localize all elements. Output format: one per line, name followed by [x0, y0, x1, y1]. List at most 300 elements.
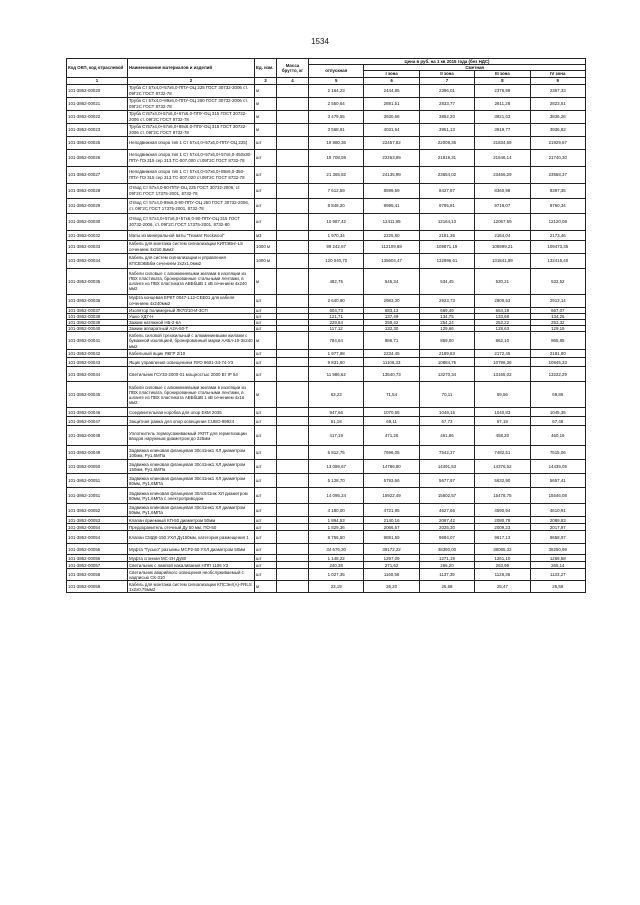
row-price-zone-2: 9694,07 [419, 531, 474, 544]
row-code: 101-3862-00041 [67, 332, 128, 350]
column-numbers-row [67, 77, 586, 84]
table-row [67, 213, 586, 230]
table-body [67, 84, 586, 593]
row-price-release: 9 831,60 [309, 358, 364, 367]
table-row [67, 268, 586, 294]
row-price-zone-4: 2173,46 [530, 230, 585, 240]
row-price-zone-2: 70,11 [419, 382, 474, 408]
table-row [67, 460, 586, 474]
row-price-zone-1: 12411,95 [364, 213, 419, 230]
row-price-zone-1: 471,28 [364, 426, 419, 446]
table-row [67, 294, 586, 307]
row-price-release: 1 977,98 [309, 350, 364, 358]
row-unit: шт [255, 488, 277, 504]
row-price-zone-2: 5677,97 [419, 474, 474, 488]
row-code: 101-3862-00028 [67, 183, 128, 198]
row-code: 101-3862-00051 [67, 474, 128, 488]
row-unit: шт [255, 213, 277, 230]
row-unit: м [255, 581, 277, 593]
row-code: 101-3862-00044 [67, 367, 128, 382]
row-price-zone-1: 22263,89 [364, 149, 419, 166]
table-row [67, 110, 586, 123]
row-mass [277, 562, 309, 569]
row-price-zone-1: 2444,85 [364, 84, 419, 97]
row-name: Неподвижная опора тип 1 Ст 57х4,0+57х6,0-ППУ-ОЦ 225) [128, 136, 255, 149]
row-code: 101-3862-00050 [67, 460, 128, 474]
row-price-release: 2 164,23 [309, 84, 364, 97]
row-price-zone-2: 10884,75 [419, 358, 474, 367]
row-price-zone-4: 67,48 [530, 417, 585, 426]
page-number: 1534 [311, 37, 329, 46]
row-price-release: 2 550,64 [309, 97, 364, 110]
row-name: Светильник с лампой накаливания НПП 1106 У3 [128, 562, 255, 569]
row-code: 101-3862-00046 [67, 408, 128, 417]
row-price-release: 947,66 [309, 408, 364, 417]
row-price-zone-3: 25,47 [475, 581, 530, 593]
row-price-release: 417,19 [309, 426, 364, 446]
row-price-zone-1: 132,30 [364, 326, 419, 332]
row-price-zone-4: 25,58 [530, 581, 585, 593]
header-mass: Масса брутто, кг [277, 59, 309, 78]
table-row [67, 332, 586, 350]
row-price-zone-4: 69,86 [530, 382, 585, 408]
row-mass [277, 253, 309, 268]
row-code: 101-3862-00037 [67, 307, 128, 313]
row-price-zone-1: 1160,56 [364, 569, 419, 581]
row-price-zone-4: 5657,41 [530, 474, 585, 488]
row-price-zone-4: 253,32 [530, 320, 585, 326]
row-price-zone-3: 21646,14 [475, 149, 530, 166]
row-price-zone-3: 664,18 [475, 307, 530, 313]
row-price-zone-4: 1266,58 [530, 555, 585, 562]
row-price-zone-4: 21740,30 [530, 149, 585, 166]
row-price-zone-4: 667,07 [530, 307, 585, 313]
column-number: 7 [419, 77, 474, 84]
row-price-zone-4: 12120,08 [530, 213, 585, 230]
row-price-zone-2: 2181,36 [419, 230, 474, 240]
table-row [67, 531, 586, 544]
row-price-zone-2: 2189,83 [419, 350, 474, 358]
row-price-zone-2: 109871,19 [419, 240, 474, 253]
row-unit: шт [255, 531, 277, 544]
row-price-zone-3: 3919,77 [475, 123, 530, 136]
column-number: 4 [277, 77, 309, 84]
header-unit: Ед. изм. [255, 59, 277, 78]
row-price-zone-4: 7515,06 [530, 446, 585, 460]
row-unit: шт [255, 504, 277, 517]
row-price-release: 5 128,70 [309, 474, 364, 488]
row-code: 101-3862-00023 [67, 123, 128, 136]
row-price-zone-2: 2833,77 [419, 97, 474, 110]
row-unit: шт [255, 294, 277, 307]
row-price-zone-4: 265,14 [530, 562, 585, 569]
row-code: 101-3862-00039 [67, 320, 128, 326]
row-name: Маты из минеральной ваты "Техмат Rockwool" [128, 230, 255, 240]
row-price-zone-3: 263,99 [475, 562, 530, 569]
row-price-zone-4: 460,19 [530, 426, 585, 446]
row-price-zone-1: 14786,80 [364, 460, 419, 474]
row-price-zone-3: 67,19 [475, 417, 530, 426]
row-unit: м [255, 332, 277, 350]
row-code: 101-3862-00052 [67, 504, 128, 517]
row-price-zone-3: 252,22 [475, 320, 530, 326]
table-row [67, 569, 586, 581]
row-price-zone-3: 1128,36 [475, 569, 530, 581]
row-price-release: 229,64 [309, 320, 364, 326]
row-mass [277, 136, 309, 149]
row-unit: шт [255, 446, 277, 460]
row-price-zone-4: 23568,37 [530, 166, 585, 183]
row-price-zone-4: 132415,40 [530, 253, 585, 268]
row-price-zone-1: 26,20 [364, 581, 419, 593]
row-price-zone-3: 2811,28 [475, 97, 530, 110]
row-price-zone-1: 112109,88 [364, 240, 419, 253]
row-price-zone-3: 9718,07 [475, 198, 530, 213]
row-name: Кабели силовые с алюминиевыми жилами в изоляции из ПВХ пластиката, бронированные стальными лентами, в шланге из ПВХ пластиката АВБбШВ 1 кВ сечением 4х16 мм2 [128, 382, 255, 408]
row-code: 101-3862-00054 [67, 531, 128, 544]
row-price-zone-1: 135604,47 [364, 253, 419, 268]
row-code: 101-3862-00045 [67, 382, 128, 408]
row-price-zone-2: 4627,66 [419, 504, 474, 517]
row-unit: шт [255, 460, 277, 474]
table-row [67, 417, 586, 426]
row-price-zone-4: 13222,29 [530, 367, 585, 382]
row-price-zone-1: 22457,82 [364, 136, 419, 149]
row-mass [277, 123, 309, 136]
row-name: Отвод Ст 57х4,0-90-ППУ-ОЦ 225 ГОСТ 30732-2006, ст. 09Г2С ГОСТ 17375-2001, 8732-78 [128, 183, 255, 198]
row-mass [277, 446, 309, 460]
table-row [67, 230, 586, 240]
row-price-zone-2: 1271,19 [419, 555, 474, 562]
row-price-zone-3: 69,56 [475, 382, 530, 408]
price-table [66, 58, 586, 593]
row-unit: шт [255, 408, 277, 417]
row-code: 101-3862-00027 [67, 166, 128, 183]
row-price-release: 19 708,59 [309, 149, 364, 166]
row-name: Муфта "Гусько" разъемы МСР2-50 УХЛ диаметром 50мм [128, 544, 255, 555]
row-code: 101-3862-00048 [67, 426, 128, 446]
row-price-zone-1: 9891,59 [364, 531, 419, 544]
row-price-zone-3: 21834,69 [475, 136, 530, 149]
row-price-zone-1: 2234,45 [364, 350, 419, 358]
row-price-zone-2: 534,45 [419, 268, 474, 294]
row-price-release: 1 970,34 [309, 230, 364, 240]
row-price-release: 13 089,67 [309, 460, 364, 474]
row-name: Кабели силовые с алюминиевыми жилами в изоляции из ПВХ пластиката, бронированные стальными лентами, в шланге из ПВХ пластиката АВБбШВ 1 кВ сечением 4х240 мм2 [128, 268, 255, 294]
header-estimate: Сметная [364, 65, 586, 71]
row-price-zone-3: 2164,04 [475, 230, 530, 240]
table-row [67, 517, 586, 524]
row-name: Задвижка клиновая фланцевая 30с41нж1 ХЛ диаметром 150мм, Ру1,6МПа [128, 460, 255, 474]
row-price-zone-4: 3836,26 [530, 110, 585, 123]
row-name: Неподвижная опора тип 1 Ст 57х4,0+57х6,0+89х6,0-350-ППУ-ПЭ 315 сер 313.ТС-007.020 ст.09Г2С ГОСТ 8732-78 [128, 166, 255, 183]
row-price-zone-1: 5793,66 [364, 474, 419, 488]
column-number: 1 [67, 77, 128, 84]
row-price-zone-1: 4031,64 [364, 123, 419, 136]
row-name: Защитная рамка для опор освещения CUBO-99924 [128, 417, 255, 426]
row-price-release: 3 568,91 [309, 123, 364, 136]
row-price-zone-1: 683,13 [364, 307, 419, 313]
row-code: 101-3862-10051 [67, 488, 128, 504]
row-name: Задвижка клиновая фланцевая 30лс941нж ХЛ диаметром 80мм, Ру1,6МПа с электроприводом [128, 488, 255, 504]
row-name: Ящик управления освещением ЯУО 9601-34-74-У3 [128, 358, 255, 367]
row-price-zone-4: 2089,83 [530, 517, 585, 524]
row-price-zone-3: 38085,32 [475, 544, 530, 555]
row-price-zone-1: 137,49 [364, 313, 419, 319]
row-mass [277, 213, 309, 230]
row-code: 101-3862-00056 [67, 555, 128, 562]
row-price-zone-1: 259,42 [364, 320, 419, 326]
row-price-zone-2: 134,75 [419, 313, 474, 319]
table-row [67, 504, 586, 517]
row-price-release: 1 894,53 [309, 517, 364, 524]
row-price-zone-3: 2172,45 [475, 350, 530, 358]
table-row [67, 84, 586, 97]
row-mass [277, 474, 309, 488]
row-price-zone-1: 2225,80 [364, 230, 419, 240]
row-price-zone-3: 133,68 [475, 313, 530, 319]
row-name: Зажим натяжной НБ-2-6А [128, 320, 255, 326]
row-mass [277, 408, 309, 417]
row-price-zone-1: 2891,51 [364, 97, 419, 110]
row-unit: м [255, 97, 277, 110]
row-unit: шт [255, 524, 277, 531]
row-unit: шт [255, 307, 277, 313]
row-unit: шт [255, 426, 277, 446]
row-code: 101-3862-00049 [67, 446, 128, 460]
row-unit: м3 [255, 230, 277, 240]
row-price-zone-4: 134,26 [530, 313, 585, 319]
row-price-zone-3: 10796,36 [475, 358, 530, 367]
table-row [67, 358, 586, 367]
row-unit: шт [255, 198, 277, 213]
row-price-release: 7 612,59 [309, 183, 364, 198]
row-price-zone-2: 266,20 [419, 562, 474, 569]
row-price-zone-3: 12067,59 [475, 213, 530, 230]
row-price-zone-2: 8427,87 [419, 183, 474, 198]
row-price-zone-4: 38250,99 [530, 544, 585, 555]
row-price-zone-3: 530,21 [475, 268, 530, 294]
row-price-zone-2: 669,49 [419, 307, 474, 313]
row-price-zone-4: 9658,97 [530, 531, 585, 544]
row-price-zone-1: 39172,22 [364, 544, 419, 555]
table-row [67, 544, 586, 555]
row-mass [277, 198, 309, 213]
row-price-release: 11 986,62 [309, 367, 364, 382]
row-price-release: 2 640,90 [309, 294, 364, 307]
row-price-zone-1: 271,62 [364, 562, 419, 569]
row-mass [277, 240, 309, 253]
row-name: Предохранитель отечный Ду 50 мм, ПО-50 [128, 524, 255, 531]
row-price-zone-2: 132896,61 [419, 253, 474, 268]
table-row [67, 446, 586, 460]
row-unit: шт [255, 166, 277, 183]
row-price-zone-1: 886,71 [364, 332, 419, 350]
table-row [67, 408, 586, 417]
row-price-release: 63,23 [309, 382, 364, 408]
row-code: 101-3862-00020 [67, 84, 128, 97]
row-price-zone-3: 13165,02 [475, 367, 530, 382]
row-price-zone-3: 131841,89 [475, 253, 530, 268]
row-mass [277, 149, 309, 166]
row-price-zone-3: 4590,94 [475, 504, 530, 517]
row-price-zone-1: 24135,99 [364, 166, 419, 183]
row-price-zone-2: 3951,13 [419, 123, 474, 136]
row-price-zone-3: 2376,99 [475, 84, 530, 97]
row-mass [277, 417, 309, 426]
row-price-release: 23,19 [309, 581, 364, 593]
row-price-zone-3: 128,63 [475, 326, 530, 332]
row-name: Задвижка клиновая фланцевая 30с41нж1 ХЛ диаметром 80мм, Ру1,6МПа [128, 474, 255, 488]
row-price-zone-4: 532,52 [530, 268, 585, 294]
row-unit: шт [255, 350, 277, 358]
row-price-zone-1: 8599,59 [364, 183, 419, 198]
row-price-release: 784,64 [309, 332, 364, 350]
table-row [67, 382, 586, 408]
row-price-zone-2: 3852,20 [419, 110, 474, 123]
row-price-zone-4: 15546,08 [530, 488, 585, 504]
row-code: 101-3862-00047 [67, 417, 128, 426]
row-price-release: 99 242,67 [309, 240, 364, 253]
row-code: 101-3862-00059 [67, 581, 128, 593]
row-unit: шт [255, 136, 277, 149]
row-code: 101-3862-00058 [67, 569, 128, 581]
table-row [67, 474, 586, 488]
row-name: Кабельный ящик ЯКГР 2/10 [128, 350, 255, 358]
row-price-release: 121,71 [309, 313, 364, 319]
row-mass [277, 367, 309, 382]
row-mass [277, 110, 309, 123]
row-price-zone-4: 2181,90 [530, 350, 585, 358]
row-price-zone-4: 4610,91 [530, 504, 585, 517]
row-price-zone-4: 2367,33 [530, 84, 585, 97]
table-row [67, 581, 586, 593]
row-price-zone-3: 108999,21 [475, 240, 530, 253]
row-price-zone-1: 4721,95 [364, 504, 419, 517]
header-price-group: Цена в руб. на 1 кв 2015 года (без НДС) [309, 59, 586, 65]
row-unit: шт [255, 313, 277, 319]
row-price-zone-4: 109473,35 [530, 240, 585, 253]
row-mass [277, 555, 309, 562]
row-name: Кабель силовой трехжильный с алюминиевыми жилами с бумажной изоляцией, бронированный марки ААБл-10-3х240 мм2 [129, 333, 253, 349]
table-row [67, 524, 586, 531]
row-price-release: 482,75 [309, 268, 364, 294]
header-code: Код ОКП, код отраслевой [67, 59, 128, 78]
row-name: Ушко УД7-Н [128, 313, 255, 319]
row-price-zone-1: 3930,66 [364, 110, 419, 123]
row-mass [277, 517, 309, 524]
row-mass [277, 382, 309, 408]
row-price-zone-2: 15602,57 [419, 488, 474, 504]
row-price-zone-2: 21819,31 [419, 149, 474, 166]
row-unit: шт [255, 367, 277, 382]
row-price-zone-4: 2913,14 [530, 294, 585, 307]
row-price-zone-3: 5632,90 [475, 474, 530, 488]
row-price-release: 604,73 [309, 307, 364, 313]
row-mass [277, 84, 309, 97]
row-price-release: 1 027,35 [309, 569, 364, 581]
row-price-zone-2: 67,73 [419, 417, 474, 426]
row-price-zone-4: 14439,05 [530, 460, 585, 474]
row-price-zone-4: 8397,35 [530, 183, 585, 198]
row-price-zone-2: 23654,02 [419, 166, 474, 183]
row-price-zone-3: 7482,51 [475, 446, 530, 460]
row-code: 101-3862-00032 [67, 230, 128, 240]
table-row [67, 240, 586, 253]
row-code: 101-3862-00025 [67, 136, 128, 149]
column-number: 8 [475, 77, 530, 84]
row-price-zone-1: 1070,55 [364, 408, 419, 417]
row-name: Отвод Ст 57х4,0+57х6,0+57х6,0-90-ППУ-ОЦ 315 ГОСТ 30732-2006, ст. 09Г2С ГОСТ 17375-2001, 8732-80 [128, 213, 255, 230]
row-code: 101-3862-00053 [67, 517, 128, 524]
row-name: Кабель для систем сигнализации и управления КПСВЭВБбм сечением 2х2х1,0мм2 [128, 253, 255, 268]
row-price-zone-2: 129,66 [419, 326, 474, 332]
row-price-zone-2: 869,00 [419, 332, 474, 350]
row-name: Светильник аварийного освещения необслуживаемый с надписью СК-310 [128, 569, 255, 581]
row-price-release: 117,12 [309, 326, 364, 332]
row-mass [277, 460, 309, 474]
row-name: Кабель для монтажа систем сигнализации КИПЭВнг-LS сечением 4х2х0,8мм2 [128, 240, 255, 253]
row-code: 101-3862-00035 [67, 268, 128, 294]
row-unit: шт [255, 517, 277, 524]
row-mass [277, 524, 309, 531]
table-row [67, 166, 586, 183]
row-price-zone-1: 2983,30 [364, 294, 419, 307]
row-name: Труба Ст57х4,0+57х6,0+89х6,0-ППУ-ОЦ 315 ГОСТ 30732-2006 ст. 09Г2С ГОСТ 8732-78 [128, 123, 255, 136]
row-unit: шт [255, 544, 277, 555]
row-unit: шт [255, 562, 277, 569]
row-code: 101-3862-00057 [67, 562, 128, 569]
row-code: 101-3862-00054 [67, 524, 128, 531]
row-price-zone-2: 7542,37 [419, 446, 474, 460]
table-row [67, 488, 586, 504]
row-code: 101-3862-00040 [67, 326, 128, 332]
row-price-release: 6 812,75 [309, 446, 364, 460]
row-mass [277, 531, 309, 544]
header-release: отпускная [309, 65, 364, 77]
row-mass [277, 230, 309, 240]
row-unit: м [255, 110, 277, 123]
row-name: Муфта сгонная МС-2Н Ду80 [128, 555, 255, 562]
row-price-zone-4: 2823,51 [530, 97, 585, 110]
row-mass [277, 504, 309, 517]
row-code: 101-3862-00026 [67, 149, 128, 166]
row-code: 101-3862-00042 [67, 350, 128, 358]
row-price-zone-2: 2097,42 [419, 517, 474, 524]
row-code: 101-3862-00043 [67, 358, 128, 367]
row-price-zone-2: 461,86 [419, 426, 474, 446]
row-mass [277, 97, 309, 110]
row-unit: шт [255, 474, 277, 488]
row-code: 101-3862-00029 [67, 198, 128, 213]
table-row [67, 136, 586, 149]
row-code: 101-3862-00033 [67, 240, 128, 253]
row-name: Соединительная коробка для опор ЕКМ 2035 [128, 408, 255, 417]
row-price-release: 34 676,30 [309, 544, 364, 555]
row-price-zone-2: 2923,73 [419, 294, 474, 307]
row-price-zone-2: 9795,81 [419, 198, 474, 213]
row-price-release: 1 148,22 [309, 555, 364, 562]
row-mass [277, 166, 309, 183]
row-price-zone-4: 1045,35 [530, 408, 585, 417]
row-mass [277, 488, 309, 504]
row-price-zone-3: 15478,75 [475, 488, 530, 504]
row-name: Уплотнитель термоусаживаемый УКПТ для герметизации вводов наружным диаметром до 225мм [128, 426, 255, 446]
row-price-zone-1: 2140,16 [364, 517, 419, 524]
row-code: 101-3862-00021 [67, 97, 128, 110]
row-mass [277, 544, 309, 555]
row-code: 101-3862-00038 [67, 313, 128, 319]
